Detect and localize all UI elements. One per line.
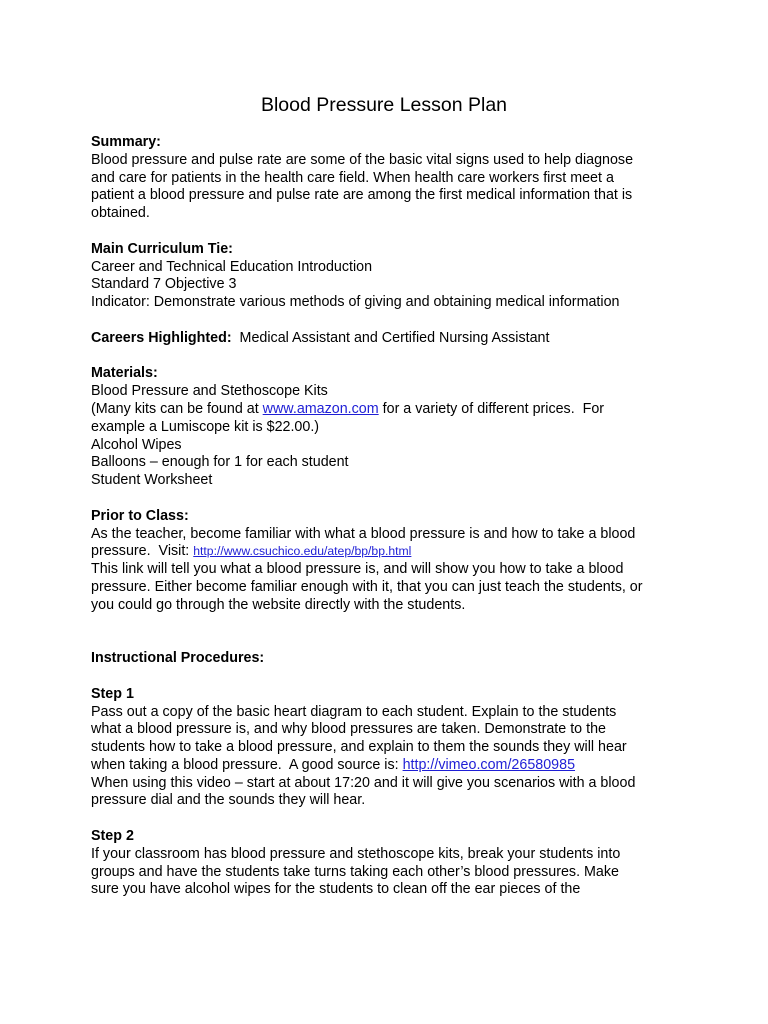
step1-line: Pass out a copy of the basic heart diagram to each student. Explain to the students xyxy=(91,703,617,720)
procedures-heading: Instructional Procedures: xyxy=(91,650,265,667)
materials-item: Balloons – enough for 1 for each student xyxy=(91,454,349,471)
step1-line: what a blood pressure is, and why blood pressures are taken. Demonstrate to the xyxy=(91,721,606,738)
prior-heading: Prior to Class: xyxy=(91,507,189,524)
prior-line: This link will tell you what a blood pressure is, and will show you how to take a blood xyxy=(91,561,624,578)
summary-heading: Summary: xyxy=(91,134,161,150)
step1-heading: Step 1 xyxy=(91,685,134,702)
page-title: Blood Pressure Lesson Plan xyxy=(260,94,508,116)
step1-line: When using this video – start at about 17:20 and it will give you scenarios with a blood xyxy=(91,774,636,791)
step1-line xyxy=(91,757,691,775)
careers-line xyxy=(91,330,691,348)
prior-line: you could go through the website directly with the students. xyxy=(91,596,466,613)
materials-heading: Materials: xyxy=(91,365,158,382)
materials-item: Blood Pressure and Stethoscope Kits xyxy=(91,383,328,400)
summary-line: patient a blood pressure and pulse rate are among the first medical information that is xyxy=(91,187,633,204)
materials-text: for a variety of different prices. For xyxy=(378,400,605,417)
careers-heading: Careers Highlighted: xyxy=(91,329,232,346)
step2-line: sure you have alcohol wipes for the students to clean off the ear pieces of the xyxy=(91,881,581,898)
summary-line: and care for patients in the health care field. When health care workers first meet a xyxy=(91,169,614,186)
prior-line: As the teacher, become familiar with what a blood pressure is and how to take a blood xyxy=(91,525,636,542)
document-body xyxy=(91,134,691,899)
amazon-link[interactable]: www.amazon.com xyxy=(262,400,379,417)
materials-item xyxy=(91,401,691,419)
curriculum-line: Standard 7 Objective 3 xyxy=(91,276,237,293)
materials-item: example a Lumiscope kit is $22.00.) xyxy=(91,418,320,435)
summary-line: obtained. xyxy=(91,205,150,222)
step2-line: groups and have the students take turns taking each other’s blood pressures. Make xyxy=(91,863,619,880)
csuchico-link[interactable]: http://www.csuchico.edu/atep/bp/bp.html xyxy=(193,544,412,559)
summary-line: Blood pressure and pulse rate are some of the basic vital signs used to help diagnose xyxy=(91,151,634,168)
prior-line: pressure. Either become familiar enough with it, that you can just teach the students, or xyxy=(91,578,643,595)
materials-item: Alcohol Wipes xyxy=(91,436,182,453)
step2-line: If your classroom has blood pressure and stethoscope kits, break your students into xyxy=(91,845,621,862)
prior-text: pressure. Visit: xyxy=(91,543,194,560)
materials-text: (Many kits can be found at xyxy=(91,400,263,417)
vimeo-link[interactable]: http://vimeo.com/26580985 xyxy=(402,756,576,773)
step1-line: pressure dial and the sounds they will hear. xyxy=(91,792,366,809)
step2-heading: Step 2 xyxy=(91,828,134,845)
step1-line: students how to take a blood pressure, and explain to them the sounds they will hear xyxy=(91,739,627,756)
curriculum-heading: Main Curriculum Tie: xyxy=(91,240,233,257)
curriculum-line: Career and Technical Education Introduction xyxy=(91,258,373,275)
materials-item: Student Worksheet xyxy=(91,472,213,489)
curriculum-line: Indicator: Demonstrate various methods of giving and obtaining medical information xyxy=(91,294,620,311)
careers-text: Medical Assistant and Certified Nursing Assistant xyxy=(231,329,550,346)
step1-text: when taking a blood pressure. A good source is: xyxy=(91,756,403,773)
prior-line xyxy=(91,543,691,561)
